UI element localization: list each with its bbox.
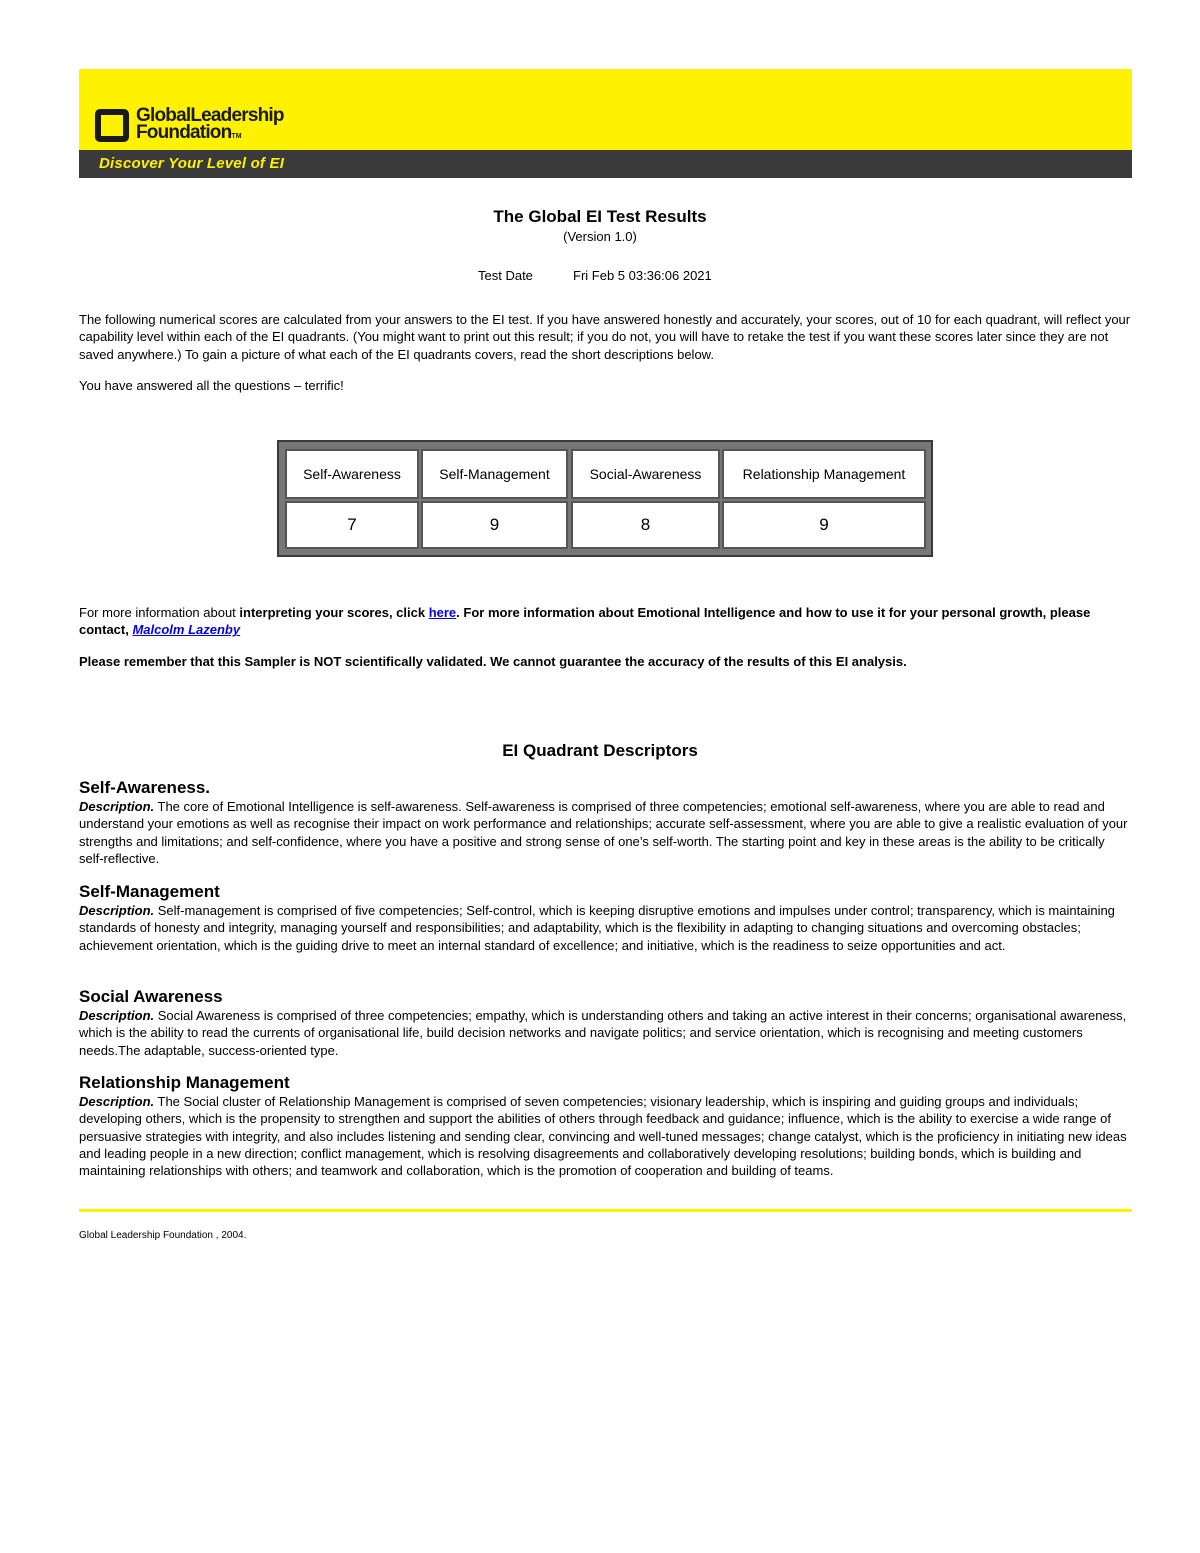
quadrant-description-self-awareness	[79, 798, 1131, 867]
logo-line2: Foundation	[136, 122, 232, 143]
description-label: Description.	[79, 799, 155, 814]
test-date-label: Test Date	[478, 268, 533, 283]
footer-copyright: Global Leadership Foundation , 2004.	[79, 1230, 247, 1241]
score-header-relationship-management: Relationship Management	[722, 449, 926, 499]
logo-square-icon	[95, 109, 129, 142]
tagline: Discover Your Level of EI	[99, 155, 285, 172]
interpret-scores-link[interactable]: here	[428, 605, 457, 620]
score-table	[277, 440, 933, 557]
validation-warning: Please remember that this Sampler is NOT scientifically validated. We cannot guarantee the accuracy of the results of this EI analysis.	[79, 654, 907, 669]
quadrant-heading-relationship-management: Relationship Management	[79, 1073, 290, 1092]
intro-paragraph: The following numerical scores are calculated from your answers to the EI test. If you have answered honestly and accurately, your scores, out of 10 for each quadrant, will reflect your capability level within each of the EI quadrants. (You might want to print out this result; if you do not, you will have to retake the test if you want these scores later since they are not saved anywhere.) To gain a picture of what each of the EI quadrants covers, read the short descriptions below.	[79, 312, 1131, 362]
descriptors-title: EI Quadrant Descriptors	[502, 741, 698, 760]
logo-line1: GlobalLeadership	[136, 105, 284, 126]
version-label: (Version 1.0)	[563, 229, 637, 244]
quadrant-heading-self-management: Self-Management	[79, 882, 220, 901]
score-header-self-awareness: Self-Awareness	[285, 449, 419, 499]
description-text: The Social cluster of Relationship Management is comprised of seven competencies; visionary leadership, which is inspiring and guiding groups and individuals; developing others, which is the propensity to strengthen and support the abilities of others through feedback and guidance; influence, which is the ability to exercise a wide range of persuasive strategies with integrity, and also includes listening and sending clear, convincing and well-tuned messages; change catalyst, which is the proficiency in initiating new ideas and leading people in a new direction; conflict management, which is resolving disagreements and collaboratively developing resolutions; building bonds, which is building and maintaining relationships with others; and teamwork and collaboration, which is the promotion of cooperation and building of teams.	[79, 1094, 1127, 1179]
test-date-value: Fri Feb 5 03:36:06 2021	[573, 268, 712, 283]
answered-message: You have answered all the questions – terrific!	[79, 378, 344, 393]
score-value-social-awareness: 8	[571, 501, 720, 549]
description-label: Description.	[79, 1008, 155, 1023]
description-text: The core of Emotional Intelligence is self-awareness. Self-awareness is comprised of three competencies; emotional self-awareness, where you are able to read and understand your emotions as well as recognise their impact on work performance and relationships; accurate self-assessment, where you are able to give a realistic evaluation of your strengths and limitations; and self-confidence, where you have a positive and strong sense of one’s self-worth. The starting point and key in these areas is the ability to be critically self-reflective.	[79, 799, 1128, 866]
score-value-self-management: 9	[421, 501, 568, 549]
score-value-relationship-management: 9	[722, 501, 926, 549]
description-text: Social Awareness is comprised of three competencies; empathy, which is understanding others and taking an active interest in their concerns; organisational awareness, which is the ability to read the currents of organisational life, build decision networks and navigate politics; and service orientation, which is recognising and meeting customers needs.The adaptable, success-oriented type.	[79, 1008, 1127, 1058]
quadrant-description-social-awareness	[79, 1007, 1131, 1059]
score-header-social-awareness: Social-Awareness	[571, 449, 720, 499]
quadrant-heading-self-awareness: Self-Awareness.	[79, 778, 211, 797]
score-header-self-management: Self-Management	[421, 449, 568, 499]
quadrant-description-relationship-management	[79, 1093, 1131, 1179]
more-info-bold2: . For more information about Emotional Intelligence and how to use it for your personal growth, please contact,	[79, 605, 1091, 638]
description-text: Self-management is comprised of five competencies; Self-control, which is keeping disruptive emotions and impulses under control; transparency, which is maintaining standards of honesty and integrity, managing yourself and responsibilities; and adaptability, which is the flexibility in adapting to changing situations and overcoming obstacles; achievement orientation, which is the guiding drive to meet an internal standard of excellence; and initiative, which is the readiness to seize opportunities and act.	[79, 903, 1115, 953]
header-banner	[79, 69, 1132, 178]
contact-link[interactable]: Malcolm Lazenby	[132, 622, 241, 638]
quadrant-heading-social-awareness: Social Awareness	[79, 987, 223, 1006]
description-label: Description.	[79, 1094, 155, 1109]
page-title: The Global EI Test Results	[493, 207, 707, 226]
more-info-paragraph	[79, 604, 1131, 639]
more-info-bold1: interpreting your scores, click	[239, 605, 429, 620]
description-label: Description.	[79, 903, 155, 918]
footer-divider	[79, 1209, 1132, 1212]
logo	[136, 107, 284, 145]
more-info-prefix: For more information about	[79, 605, 240, 620]
score-value-self-awareness: 7	[285, 501, 419, 549]
logo-tm: TM	[231, 133, 242, 140]
quadrant-description-self-management	[79, 902, 1131, 954]
